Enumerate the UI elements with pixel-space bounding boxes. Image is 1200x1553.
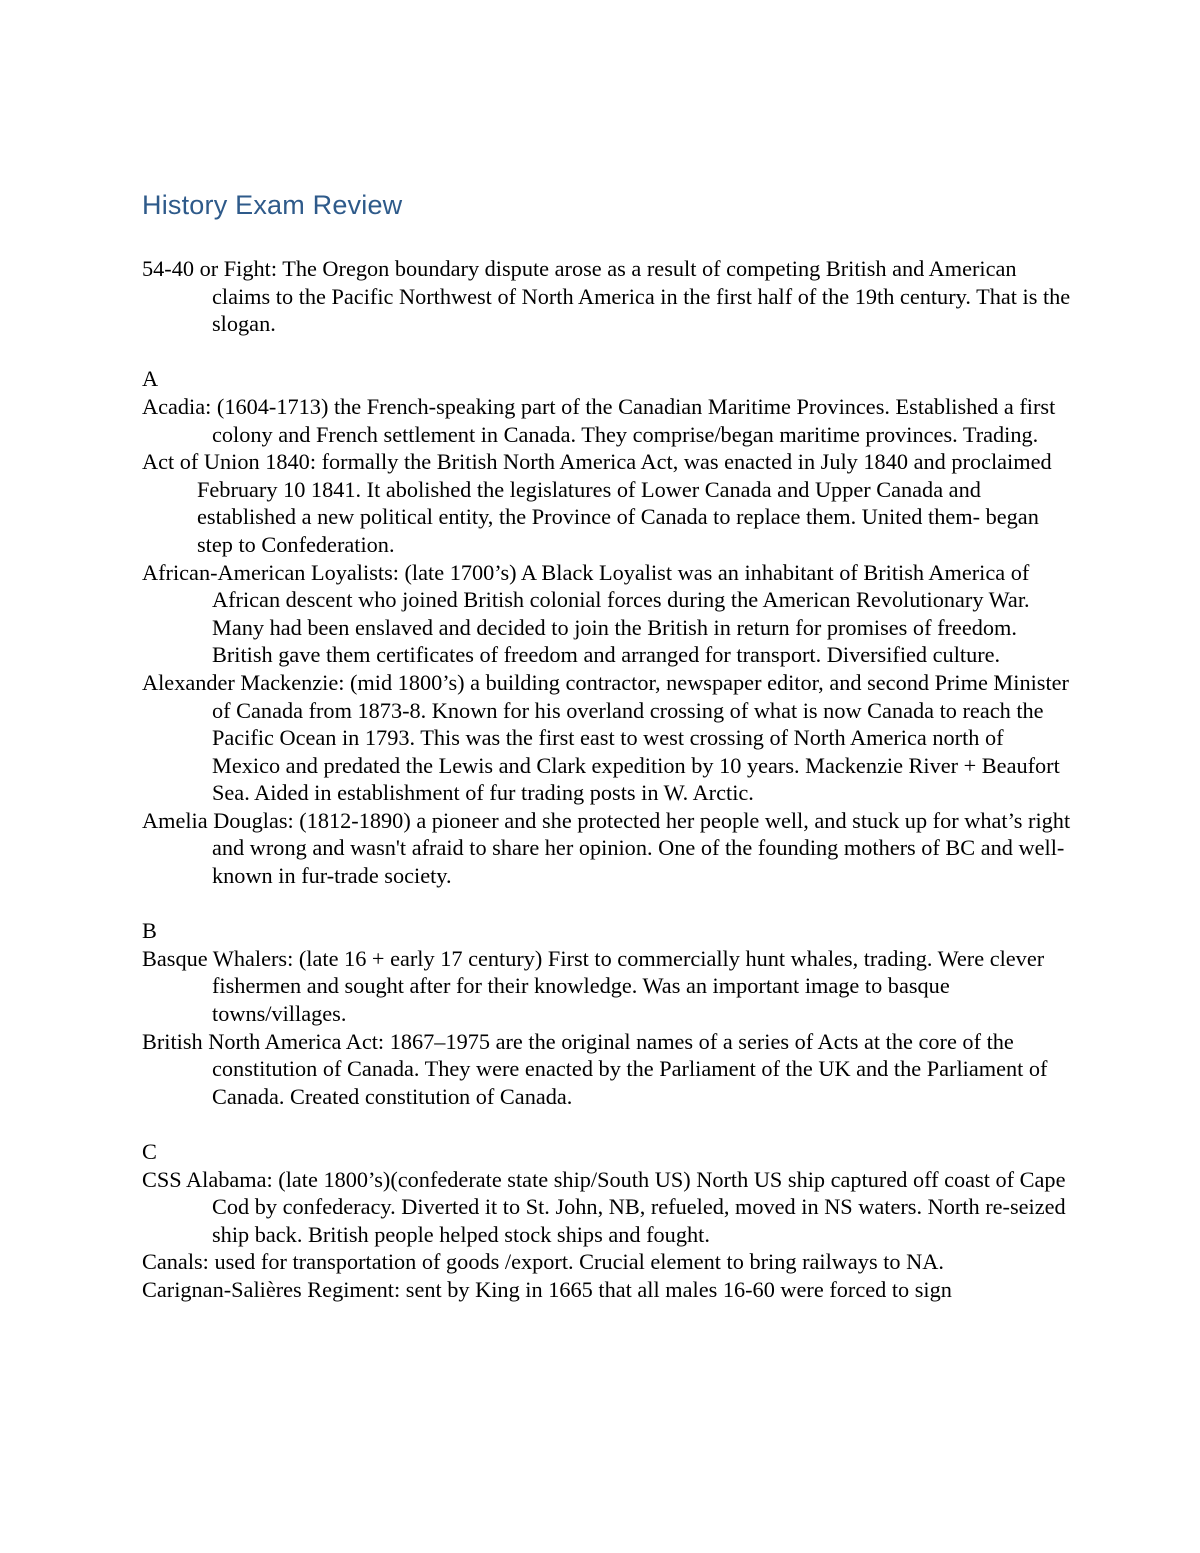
entry-british-north-america-act: British North America Act: 1867–1975 are the original names of a series of Acts at the core of the constitution of Canada. They were enacted by the Parliament of the UK and the Parliament of Canada. Created constitution of Canada. [142, 1028, 1048, 1109]
section-letter-a: A [142, 366, 159, 392]
section-letter-c: C [142, 1139, 157, 1164]
page-title: History Exam Review [142, 190, 403, 220]
entry-amelia-douglas: Amelia Douglas: (1812-1890) a pioneer and she protected her people well, and stuck up for what’s right and wrong and wasn't afraid to share her opinion. One of the founding mothers of BC and well-known in fur-trade society. [142, 807, 1071, 889]
entry-acadia: Acadia: (1604-1713) the French-speaking part of the Canadian Maritime Provinces. Established a first colony and French settlement in Canada. They comprise/began maritime provinces. Trading. [142, 393, 1056, 447]
entry-carignan-salieres-regiment: Carignan-Salières Regiment: sent by King in 1665 that all males 16-60 were forced to sign [142, 1276, 952, 1302]
entry-act-of-union: Act of Union 1840: formally the British North America Act, was enacted in July 1840 and proclaimed February 10 1841. It abolished the legislatures of Lower Canada and Upper Canada and established a new political entity, the Province of Canada to replace them. United them- began step to Confederation. [142, 449, 1052, 557]
document-body [142, 255, 1077, 1304]
section-letter-b: B [142, 918, 157, 944]
entry-basque-whalers: Basque Whalers: (late 16 + early 17 century) First to commercially hunt whales, trading. Were clever fishermen and sought after for their knowledge. Was an important image to basque towns/villages. [142, 945, 1045, 1027]
entry-alexander-mackenzie: Alexander Mackenzie: (mid 1800’s) a building contractor, newspaper editor, and second Prime Minister of Canada from 1873-8. Known for his overland crossing of what is now Canada to reach the Pacific Ocean in 1793. This was the first east to west crossing of North America north of Mexico and predated the Lewis and Clark expedition by 10 years. Mackenzie River + Beaufort Sea. Aided in establishment of fur trading posts in W. Arctic. [142, 669, 1069, 806]
entry-css-alabama: CSS Alabama: (late 1800’s)(confederate state ship/South US) North US ship captured off coast of Cape Cod by confederacy. Diverted it to St. John, NB, refueled, moved in NS waters. North re-seized ship back. British people helped stock ships and fought. [142, 1166, 1066, 1247]
intro-entry: 54-40 or Fight: The Oregon boundary dispute arose as a result of competing British and American claims to the Pacific Northwest of North America in the first half of the 19th century. That is the slogan. [142, 256, 1071, 337]
entry-canals: Canals: used for transportation of goods /export. Crucial element to bring railways to NA. [142, 1249, 944, 1275]
entry-african-american-loyalists: African-American Loyalists: (late 1700’s) A Black Loyalist was an inhabitant of British America of African descent who joined British colonial forces during the American Revolutionary War. Many had been enslaved and decided to join the British in return for promises of freedom. British gave them certificates of freedom and arranged for transport. Diversified culture. [142, 559, 1030, 668]
